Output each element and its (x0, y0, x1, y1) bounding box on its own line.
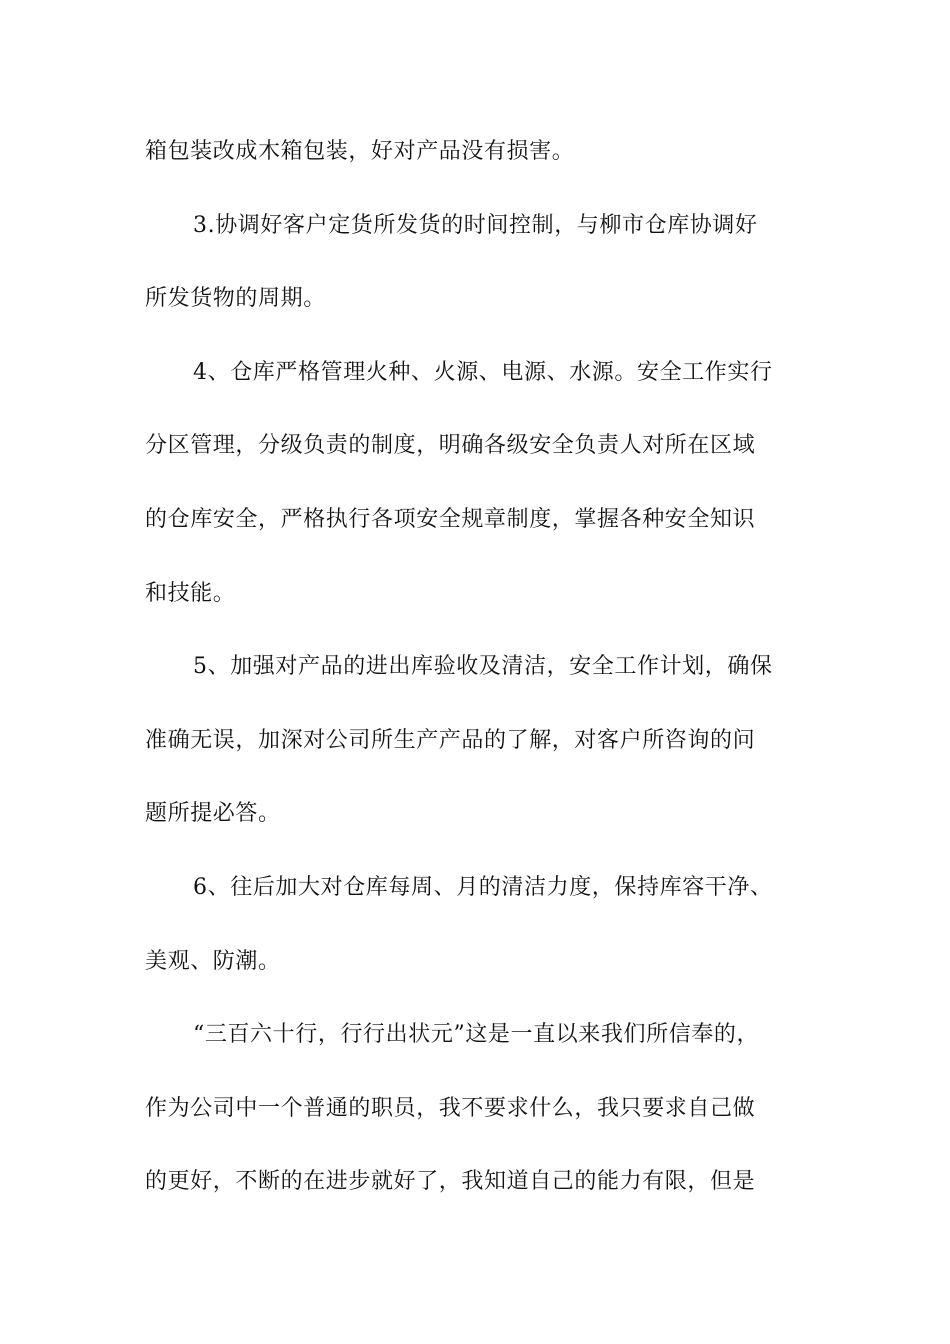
text-line: 作为公司中一个普通的职员，我不要求什么，我只要求自己做 (145, 1095, 756, 1121)
text-line: 3.协调好客户定货所发货的时间控制，与柳市仓库协调好 (193, 212, 758, 238)
text-line: 4、仓库严格管理火种、火源、电源、水源。安全工作实行 (193, 359, 773, 385)
text-line: 箱包装改成木箱包装，好对产品没有损害。 (145, 139, 575, 164)
text-line: 的更好，不断的在进步就好了，我知道自己的能力有限，但是 (145, 1169, 756, 1195)
text-line: 和技能。 (145, 580, 236, 606)
text-line: 6、往后加大对仓库每周、月的清洁力度，保持库容干净、 (193, 874, 773, 900)
document-body (145, 124, 810, 1228)
text-line: 所发货物的周期。 (145, 286, 326, 312)
text-line: 的仓库安全，严格执行各项安全规章制度，掌握各种安全知识 (145, 506, 756, 532)
text-line: 准确无误，加深对公司所生产产品的了解，对客户所咨询的问 (145, 727, 756, 753)
text-line: 5、加强对产品的进出库验收及清洁，安全工作计划，确保 (193, 654, 773, 680)
text-line: 分区管理，分级负责的制度，明确各级安全负责人对所在区域 (145, 433, 756, 459)
text-line: 题所提必答。 (145, 801, 281, 827)
text-line: 美观、防潮。 (145, 948, 281, 974)
text-line: “三百六十行，行行出状元”这是一直以来我们所信奉的， (193, 1022, 760, 1048)
